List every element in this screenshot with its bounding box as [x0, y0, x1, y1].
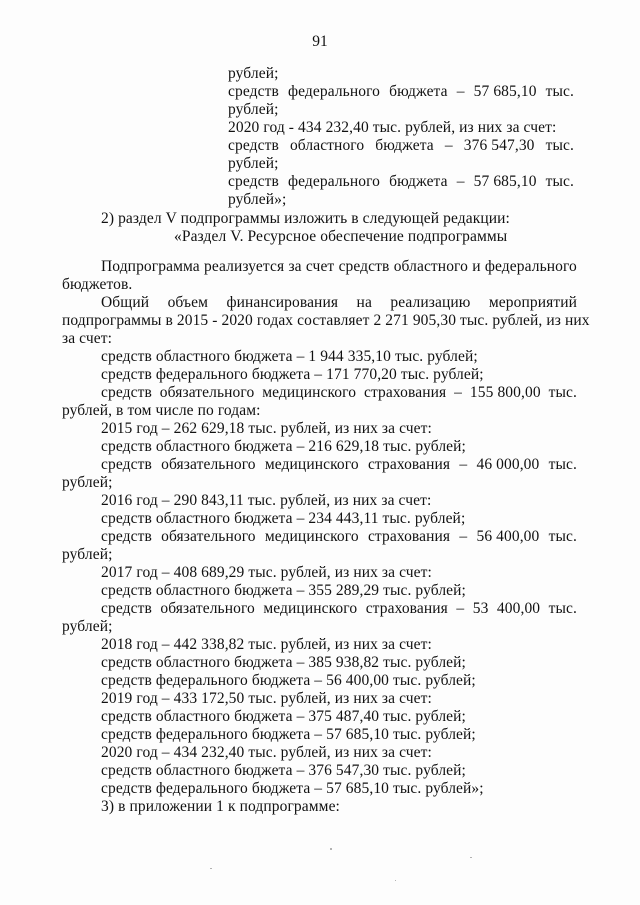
- paragraph-1-line-2: бюджетов.: [62, 276, 133, 293]
- word: –: [459, 528, 468, 545]
- body-line-12: рублей;: [62, 546, 113, 563]
- body-line-11: [101, 528, 577, 546]
- word: страхования: [367, 528, 451, 545]
- word: обязательного: [159, 384, 255, 401]
- paragraph-2-line-2: подпрограммы в 2015 - 2020 годах составляет 2 271 905,30 тыс. рублей, из них: [62, 312, 590, 329]
- word: 53: [472, 600, 489, 617]
- body-line-8: рублей;: [62, 474, 113, 491]
- body-line-15: [101, 600, 577, 618]
- paragraph-1-line-1: [101, 258, 577, 276]
- word: тыс.: [545, 83, 574, 100]
- top-line-1: рублей;: [228, 65, 279, 82]
- word: и: [472, 258, 481, 275]
- word: –: [456, 600, 465, 617]
- word: средств: [228, 137, 279, 154]
- word: за: [288, 258, 302, 275]
- scan-speck: [470, 857, 472, 858]
- word: средств: [101, 456, 152, 473]
- word: бюджета: [375, 137, 434, 154]
- word: 57 685,10: [473, 83, 537, 100]
- page-number: 91: [312, 33, 328, 50]
- scan-speck: [210, 868, 212, 869]
- word: федерального: [287, 173, 380, 190]
- word: тыс.: [548, 600, 577, 617]
- body-line-21: средств областного бюджета – 375 487,40 тыс. рублей;: [101, 708, 466, 725]
- body-line-23: 2020 год – 434 232,40 тыс. рублей, из них за счет:: [101, 744, 432, 761]
- body-line-10: средств областного бюджета – 234 443,11 тыс. рублей;: [101, 510, 466, 527]
- word: средств: [228, 173, 279, 190]
- word: –: [456, 173, 465, 190]
- top-line-5: [228, 137, 574, 155]
- top-line-8: рублей»;: [228, 191, 287, 208]
- word: 56 400,00: [476, 528, 540, 545]
- word: –: [456, 83, 465, 100]
- body-line-25: средств федерального бюджета – 57 685,10 тыс. рублей»;: [101, 780, 484, 797]
- word: Подпрограмма: [101, 258, 200, 275]
- word: 376 547,30: [463, 137, 535, 154]
- body-line-1: средств областного бюджета – 1 944 335,10 тыс. рублей;: [101, 348, 478, 365]
- word: бюджета: [389, 83, 448, 100]
- word: медицинского: [264, 456, 359, 473]
- paragraph-2-line-3: за счет:: [62, 330, 113, 347]
- word: Общий: [101, 294, 150, 311]
- word: средств: [338, 258, 390, 275]
- word: медицинского: [263, 600, 358, 617]
- item-2: 2) раздел V подпрограммы изложить в следующей редакции:: [101, 210, 510, 227]
- scan-speck: [395, 880, 396, 881]
- body-line-26: 3) в приложении 1 к подпрограмме:: [101, 798, 340, 815]
- body-line-4: рублей, в том числе по годам:: [62, 402, 261, 419]
- word: областного: [393, 258, 468, 275]
- body-line-16: рублей;: [62, 618, 113, 635]
- paragraph-2-line-1: [101, 294, 577, 312]
- top-line-2: [228, 83, 574, 101]
- word: средств: [101, 600, 152, 617]
- body-line-20: 2019 год – 433 172,50 тыс. рублей, из них за счет:: [101, 690, 432, 707]
- word: финансирования: [226, 294, 339, 311]
- word: 57 685,10: [473, 173, 537, 190]
- word: –: [459, 456, 468, 473]
- section-heading: «Раздел V. Ресурсное обеспечение подпрограммы: [174, 228, 508, 245]
- word: тыс.: [548, 384, 577, 401]
- top-line-6: рублей;: [228, 155, 279, 172]
- word: областного: [289, 137, 365, 154]
- word: страхования: [365, 600, 448, 617]
- word: –: [454, 384, 462, 401]
- word: 400,00: [496, 600, 541, 617]
- body-line-9: 2016 год – 290 843,11 тыс. рублей, из них за счет:: [101, 492, 432, 509]
- body-line-6: средств областного бюджета – 216 629,18 тыс. рублей;: [101, 438, 466, 455]
- top-line-3: рублей;: [228, 101, 279, 118]
- word: тыс.: [548, 528, 577, 545]
- body-line-3: [101, 384, 577, 402]
- body-line-7: [101, 456, 577, 474]
- word: обязательного: [160, 600, 255, 617]
- body-line-5: 2015 год – 262 629,18 тыс. рублей, из них за счет:: [101, 420, 432, 437]
- word: реализацию: [390, 294, 471, 311]
- body-line-18: средств областного бюджета – 385 938,82 тыс. рублей;: [101, 654, 466, 671]
- word: на: [356, 294, 372, 311]
- word: мероприятий: [488, 294, 577, 311]
- word: 155 800,00: [469, 384, 541, 401]
- word: счет: [305, 258, 335, 275]
- body-line-13: 2017 год – 408 689,29 тыс. рублей, из них за счет:: [101, 564, 432, 581]
- word: обязательного: [161, 456, 256, 473]
- word: страхования: [364, 384, 447, 401]
- word: –: [444, 137, 453, 154]
- word: средств: [101, 528, 152, 545]
- body-line-17: 2018 год – 442 338,82 тыс. рублей, из них за счет:: [101, 636, 432, 653]
- top-line-4: 2020 год - 434 232,40 тыс. рублей, из них за счет:: [228, 119, 557, 136]
- word: страхования: [367, 456, 451, 473]
- word: тыс.: [545, 173, 574, 190]
- word: тыс.: [545, 137, 574, 154]
- word: 46 000,00: [476, 456, 540, 473]
- body-line-19: средств федерального бюджета – 56 400,00 тыс. рублей;: [101, 672, 476, 689]
- word: средств: [101, 384, 152, 401]
- body-line-24: средств областного бюджета – 376 547,30 тыс. рублей;: [101, 762, 466, 779]
- word: объем: [167, 294, 209, 311]
- body-line-2: средств федерального бюджета – 171 770,20 тыс. рублей;: [101, 366, 484, 383]
- word: тыс.: [548, 456, 577, 473]
- body-line-22: средств федерального бюджета – 57 685,10 тыс. рублей;: [101, 726, 476, 743]
- scan-speck: [330, 848, 332, 850]
- word: реализуется: [204, 258, 285, 275]
- word: медицинского: [264, 528, 359, 545]
- word: федерального: [484, 258, 577, 275]
- word: бюджета: [389, 173, 448, 190]
- word: средств: [228, 83, 279, 100]
- body-line-14: средств областного бюджета – 355 289,29 тыс. рублей;: [101, 582, 466, 599]
- top-line-7: [228, 173, 574, 191]
- word: медицинского: [262, 384, 357, 401]
- word: федерального: [287, 83, 380, 100]
- word: обязательного: [161, 528, 256, 545]
